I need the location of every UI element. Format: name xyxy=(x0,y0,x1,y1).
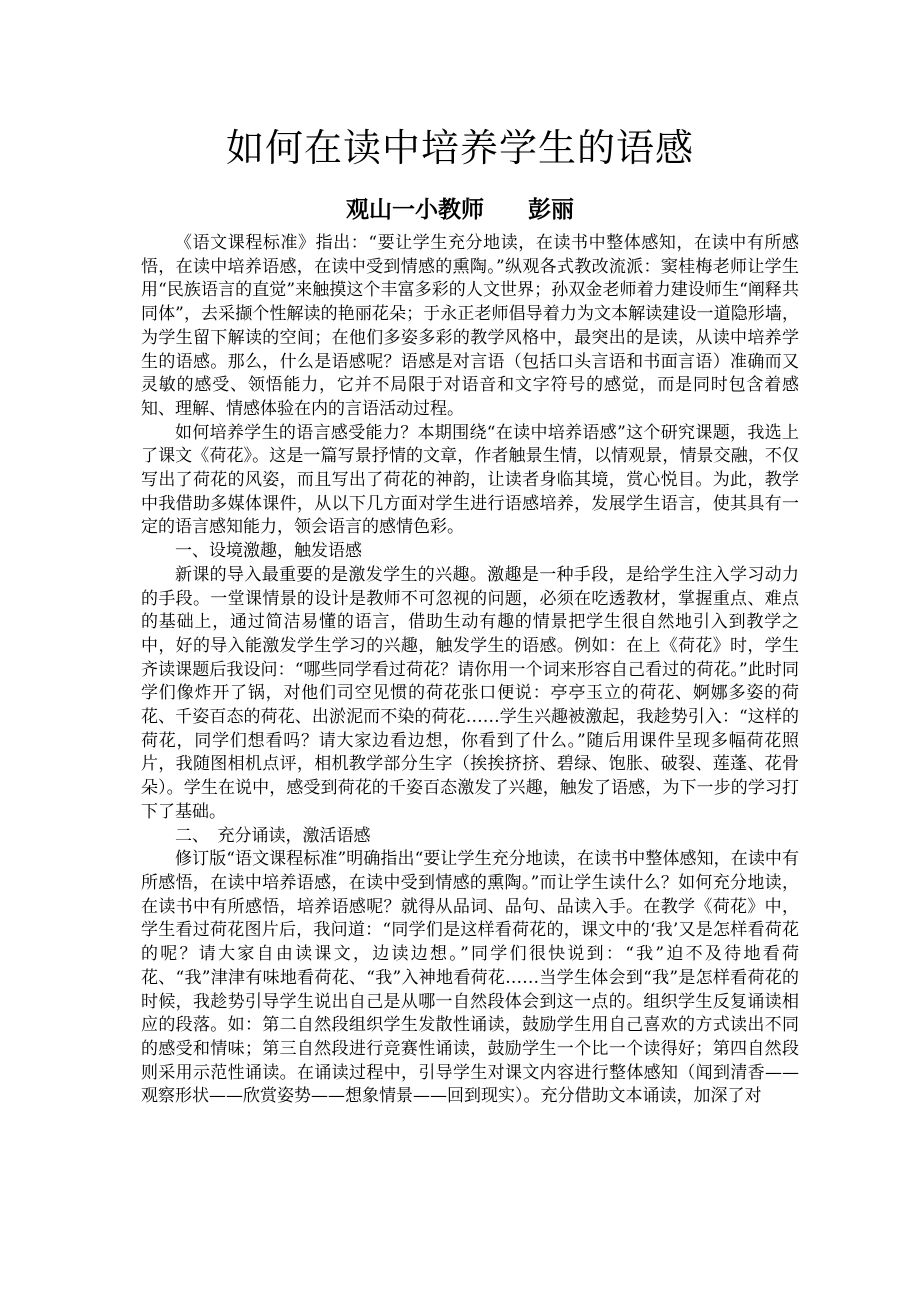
author-name: 彭丽 xyxy=(528,197,574,223)
author-line xyxy=(0,190,920,230)
section-heading-2: 二、 充分诵读，激活语感 xyxy=(175,825,371,846)
section-heading-1: 一、设境激趣，触发语感 xyxy=(175,541,362,562)
paragraph-section-2: 修订版“语文课程标准”明确指出“要让学生充分地读，在读书中整体感知，在读中有所感悟，在读中培养语感，在读中受到情感的熏陶。”而让学生读什么？如何充分地读，在读书中有所感悟，培养语感呢？就得从品词、品句、品读入手。在教学《荷花》中，学生看过荷花图片后，我问道：“同学们是这样看荷花的，课文中的‘我’又是怎样看荷花的呢？请大家自由读课文，边读边想。”同学们很快说到：“我”迫不及待地看荷花、“我”津津有味地看荷花、“我”入神地看荷花……当学生体会到“我”是怎样看荷花的时候，我趁势引导学生说出自己是从哪一自然段体会到这一点的。组织学生反复诵读相应的段落。如：第二自然段组织学生发散性诵读，鼓励学生用自己喜欢的方式读出不同的感受和情味；第三自然段进行竞赛性诵读，鼓励学生一个比一个读得好；第四自然段则采用示范性诵读。在诵读过程中，引导学生对课文内容进行整体感知（闻到清香——观察形状——欣赏姿势——想象情景——回到现实）。充分借助文本诵读，加深了对 xyxy=(141,849,799,1107)
document-body xyxy=(141,232,799,1109)
paragraph-method: 如何培养学生的语言感受能力？本期围绕“在读中培养语感”这个研究课题，我选上了课文《荷花》。这是一篇写景抒情的文章，作者触景生情，以情观景，情景交融，不仅写出了荷花的风姿，而且写出了荷花的神韵，让读者身临其境，赏心悦目。为此，教学中我借助多媒体课件，从以下几方面对学生进行语感培养，发展学生语言，使其具有一定的语言感知能力，领会语言的感情色彩。 xyxy=(141,422,799,538)
paragraph-intro: 《语文课程标准》指出：“要让学生充分地读，在读书中整体感知，在读中有所感悟，在读中培养语感，在读中受到情感的熏陶。”纵观各式教改流派：窦桂梅老师让学生用“民族语言的直觉”来触摸这个丰富多彩的人文世界；孙双金老师着力建设师生“阐释共同体”，去采撷个性解读的艳丽花朵；于永正老师倡导着力为文本解读建设一道隐形墙，为学生留下解读的空间；在他们多姿多彩的教学风格中，最突出的是读，从读中培养学生的语感。那么，什么是语感呢？语感是对言语（包括口头言语和书面言语）准确而又灵敏的感受、领悟能力，它并不局限于对语音和文字符号的感觉，而是同时包含着感知、理解、情感体验在内的言语活动过程。 xyxy=(141,233,799,419)
author-organization: 观山一小教师 xyxy=(346,197,484,223)
paragraph-section-1: 新课的导入最重要的是激发学生的兴趣。激趣是一种手段，是给学生注入学习动力的手段。一堂课情景的设计是教师不可忽视的问题，必须在吃透教材，掌握重点、难点的基础上，通过简洁易懂的语言，借助生动有趣的情景把学生很自然地引入到教学之中，好的导入能激发学生学习的兴趣，触发学生的语感。例如：在上《荷花》时，学生齐读课题后我设问：“哪些同学看过荷花？请你用一个词来形容自己看过的荷花。”此时同学们像炸开了锅，对他们司空见惯的荷花张口便说：亭亭玉立的荷花、婀娜多姿的荷花、千姿百态的荷花、出淤泥而不染的荷花……学生兴趣被激起，我趁势引入：“这样的荷花，同学们想看吗？请大家边看边想，你看到了什么。”随后用课件呈现多幅荷花照片，我随图相机点评，相机教学部分生字（挨挨挤挤、碧绿、饱胀、破裂、莲蓬、花骨朵）。学生在说中，感受到荷花的千姿百态激发了兴趣，触发了语感，为下一步的学习打下了基础。 xyxy=(141,564,799,822)
document-title: 如何在读中培养学生的语感 xyxy=(225,126,694,170)
